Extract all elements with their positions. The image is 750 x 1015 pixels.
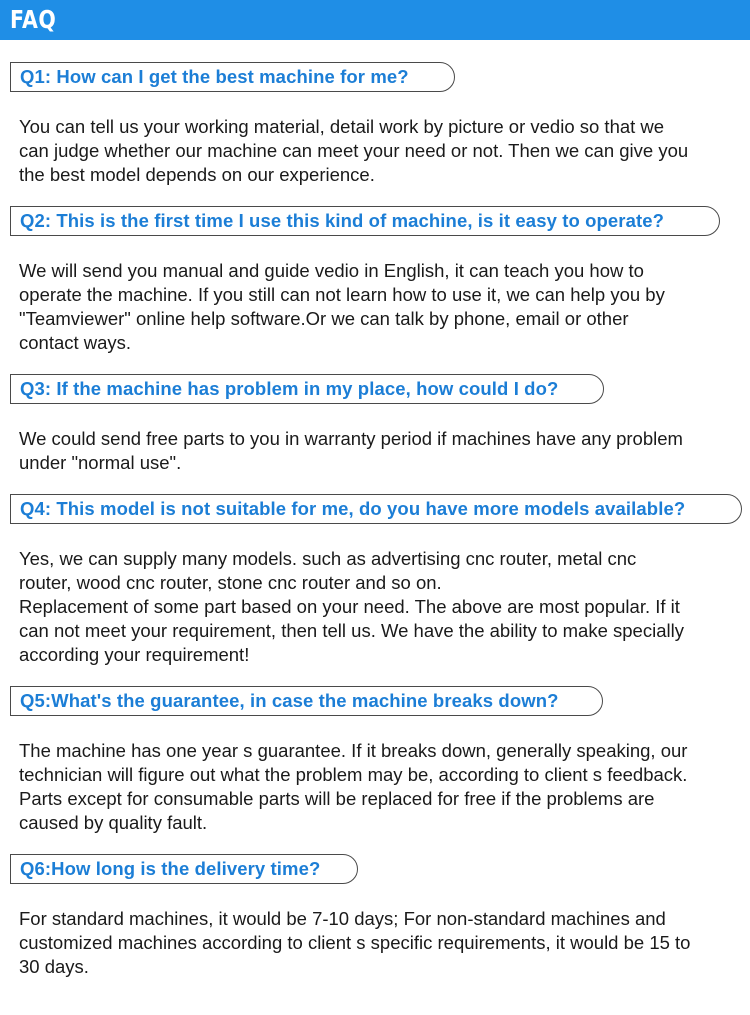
- answer-text-1: You can tell us your working material, detail work by picture or vedio so that we can judge whether our machine can meet your need or not. Then we can give you the best model depends on our experience.: [19, 116, 689, 185]
- answer-text-5: The machine has one year s guarantee. If it breaks down, generally speaking, our technician will figure out what the problem may be, according to client s feedback. Parts except for consumable parts will be replaced for free if the problems are caused by quality fault.: [19, 740, 688, 833]
- answer-text-6: For standard machines, it would be 7-10 days; For non-standard machines and customized machines according to client s specific requirements, it would be 15 to 30 days.: [19, 908, 691, 977]
- answer-text-4: Yes, we can supply many models. such as advertising cnc router, metal cnc router, wood cnc router, stone cnc router and so on. Replacement of some part based on your need. The above are most popular. If it can not meet your requirement, then tell us. We have the ability to make specially according your requirement!: [19, 548, 684, 665]
- question-box-3: [10, 374, 604, 404]
- question-box-4: [10, 494, 742, 524]
- question-text-4: Q4: This model is not suitable for me, do you have more models available?: [20, 498, 686, 519]
- question-text-1: Q1: How can I get the best machine for me?: [20, 66, 409, 87]
- question-text-5: Q5:What's the guarantee, in case the machine breaks down?: [20, 690, 559, 711]
- question-box-1: [10, 62, 455, 92]
- question-text-3: Q3: If the machine has problem in my place, how could I do?: [20, 378, 559, 399]
- question-box-5: [10, 686, 603, 716]
- question-text-6: Q6:How long is the delivery time?: [20, 858, 321, 879]
- answer-text-3: We could send free parts to you in warranty period if machines have any problem under "normal use".: [19, 428, 683, 473]
- question-box-2: [10, 206, 720, 236]
- header-bar: [0, 0, 750, 40]
- question-text-2: Q2: This is the first time I use this kind of machine, is it easy to operate?: [20, 210, 665, 231]
- page-title: FAQ: [10, 5, 57, 34]
- question-box-6: [10, 854, 358, 884]
- answer-text-2: We will send you manual and guide vedio in English, it can teach you how to operate the machine. If you still can not learn how to use it, we can help you by "Teamviewer" online help software.Or we can talk by phone, email or other contact ways.: [19, 260, 665, 353]
